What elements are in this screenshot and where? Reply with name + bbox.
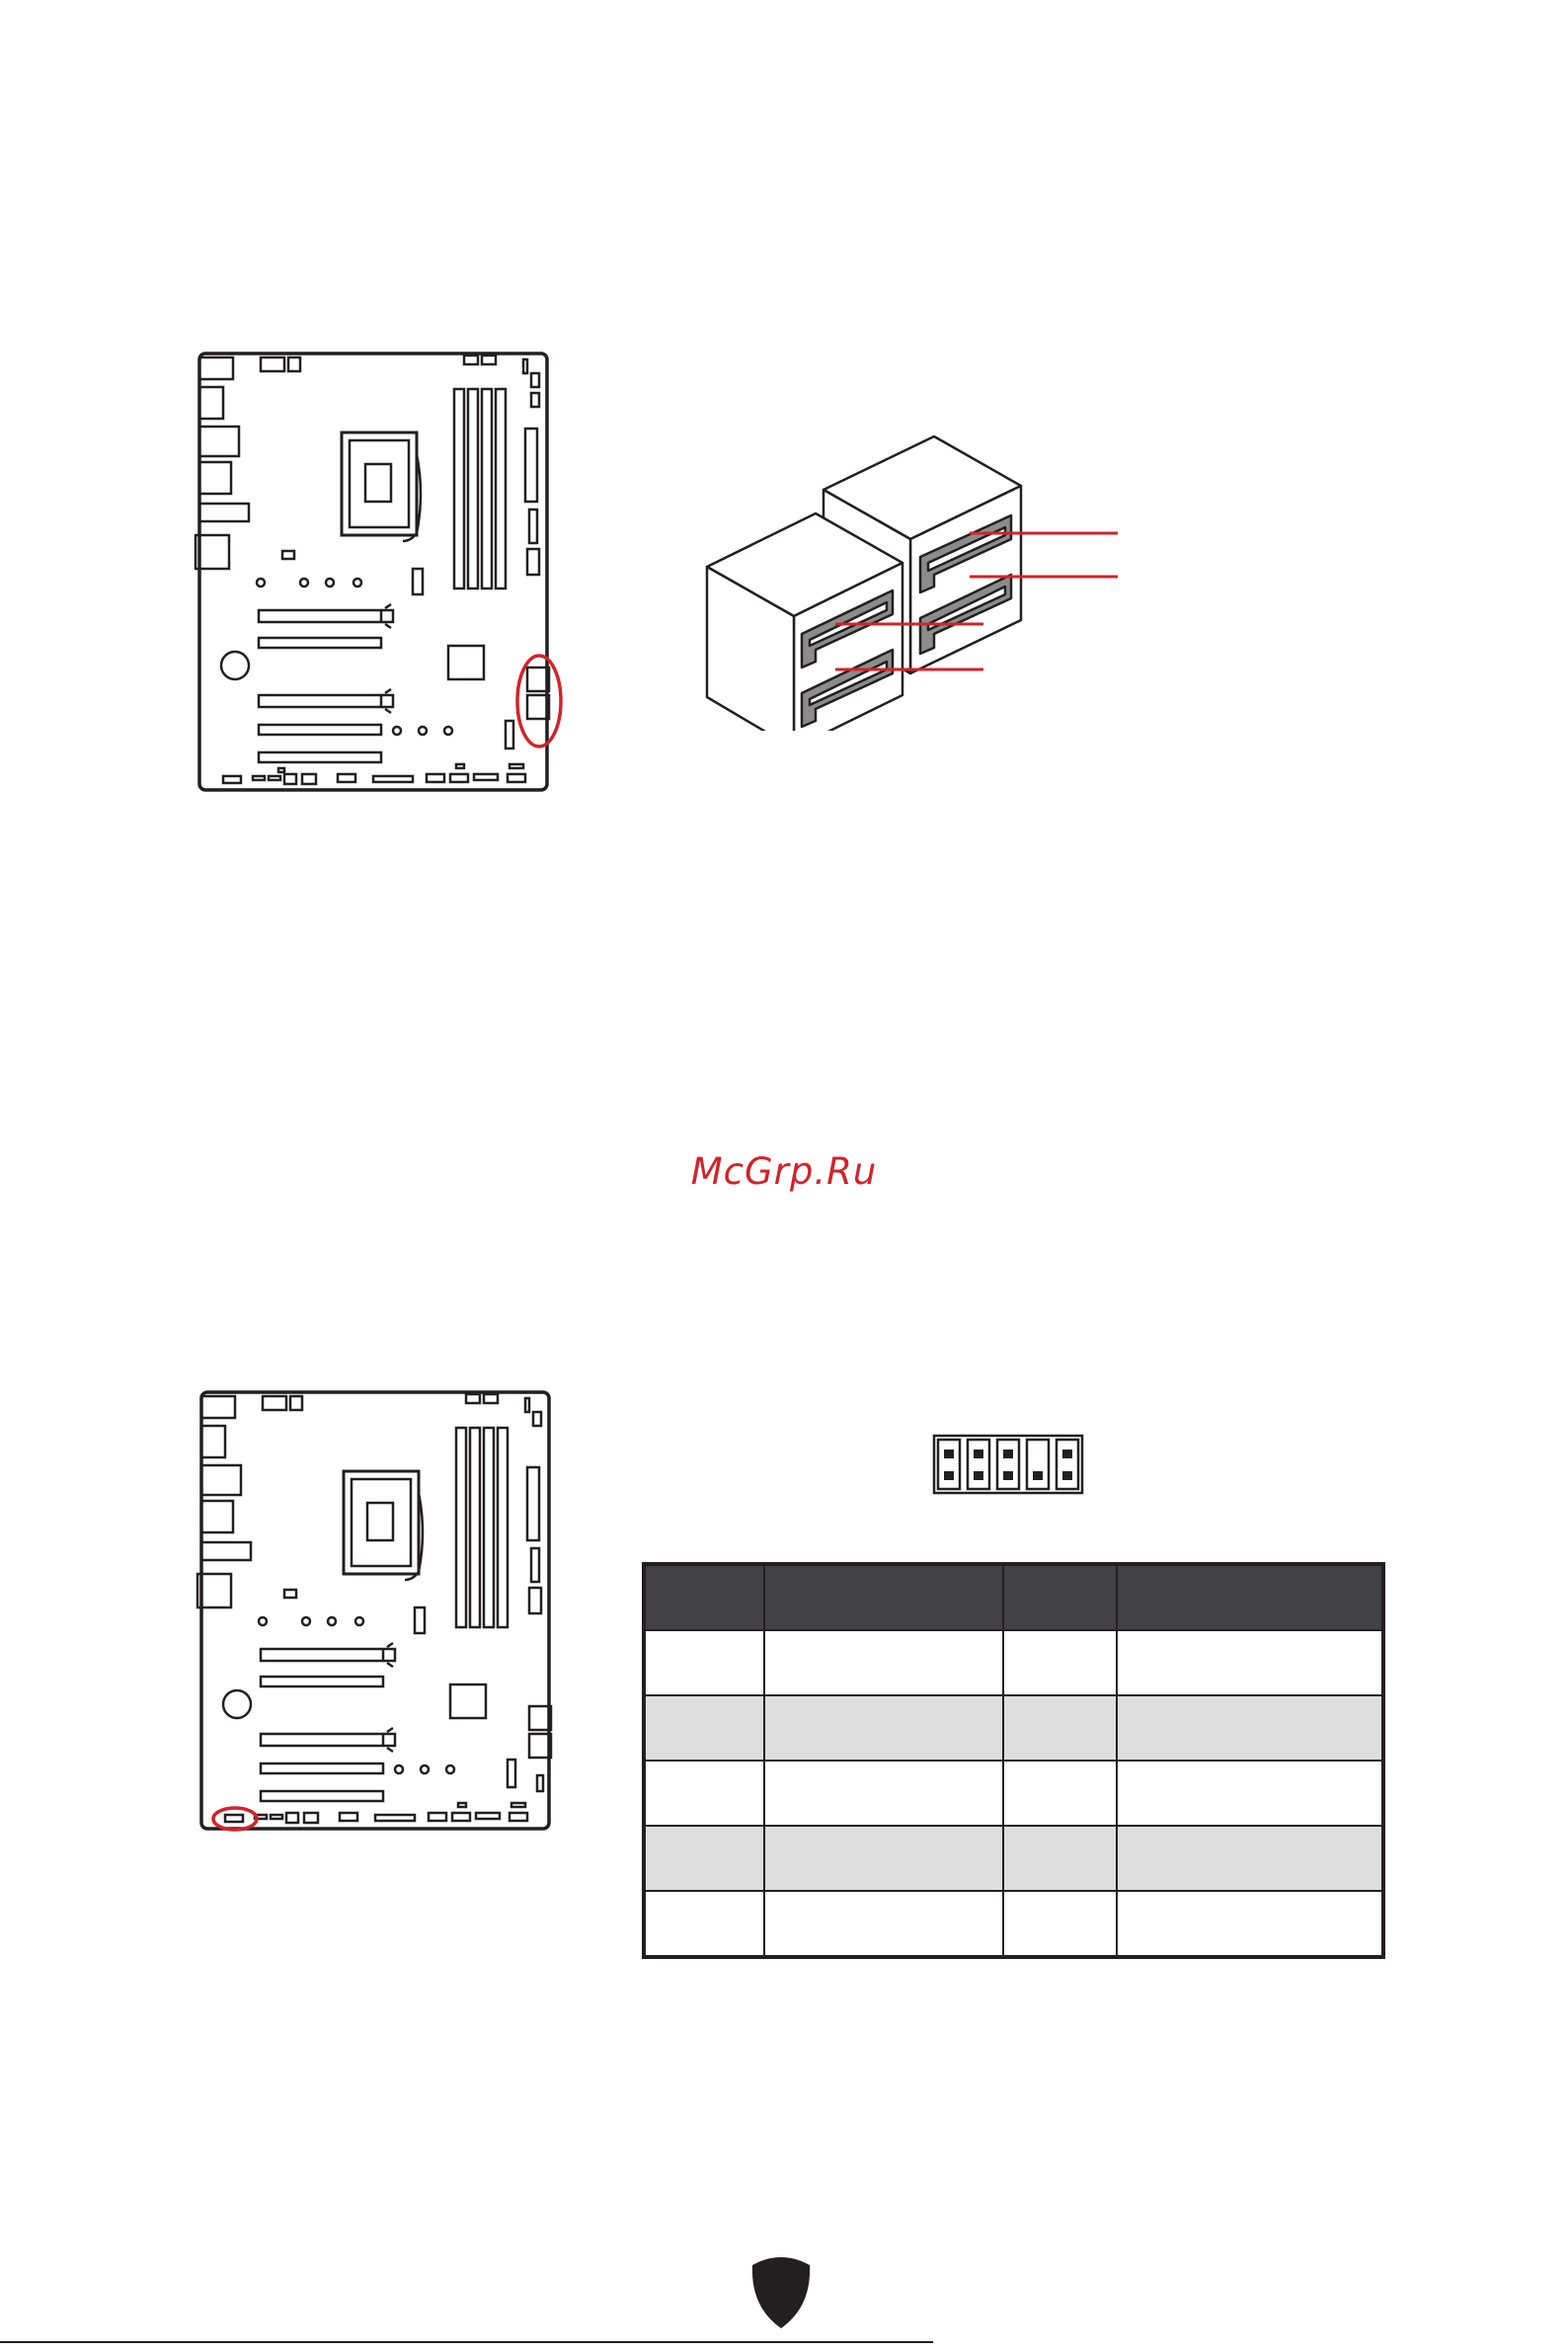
pin-definition-table: [642, 1562, 1385, 1959]
table-cell: [1117, 1695, 1383, 1761]
table-cell: [1117, 1891, 1383, 1957]
motherboard-diagram-bottom: [190, 1384, 565, 1839]
table-row: [644, 1826, 1383, 1891]
sata-connector-illustration: [691, 425, 1145, 731]
table-row: [644, 1891, 1383, 1957]
watermark-text: McGrp.Ru: [690, 1150, 878, 1193]
table-cell: [1003, 1826, 1117, 1891]
motherboard-diagram-top: [188, 346, 563, 800]
table-header-row: [644, 1564, 1383, 1630]
table-cell: [764, 1761, 1003, 1826]
highlight-sata-location: [517, 656, 561, 746]
table-cell: [764, 1630, 1003, 1695]
table-cell: [644, 1695, 764, 1761]
table-header-cell: [1117, 1564, 1383, 1630]
table-cell: [764, 1695, 1003, 1761]
table-cell: [644, 1630, 764, 1695]
table-cell: [1117, 1826, 1383, 1891]
table-cell: [1117, 1630, 1383, 1695]
table-cell: [1003, 1761, 1117, 1826]
table-row: [644, 1761, 1383, 1826]
table-header-cell: [644, 1564, 764, 1630]
footer-divider: [0, 2341, 933, 2343]
highlight-header-location: [213, 1808, 257, 1830]
table-row: [644, 1630, 1383, 1695]
table-row: [644, 1695, 1383, 1761]
table-cell: [1117, 1761, 1383, 1826]
table-header-cell: [764, 1564, 1003, 1630]
table-cell: [764, 1891, 1003, 1957]
table-cell: [764, 1826, 1003, 1891]
table-cell: [1003, 1891, 1117, 1957]
table-cell: [1003, 1630, 1117, 1695]
table-cell: [1003, 1695, 1117, 1761]
table-cell: [644, 1761, 764, 1826]
brand-shield-icon: [748, 2251, 814, 2330]
pin-header-icon: [932, 1432, 1084, 1497]
table-cell: [644, 1826, 764, 1891]
table-header-cell: [1003, 1564, 1117, 1630]
table-cell: [644, 1891, 764, 1957]
